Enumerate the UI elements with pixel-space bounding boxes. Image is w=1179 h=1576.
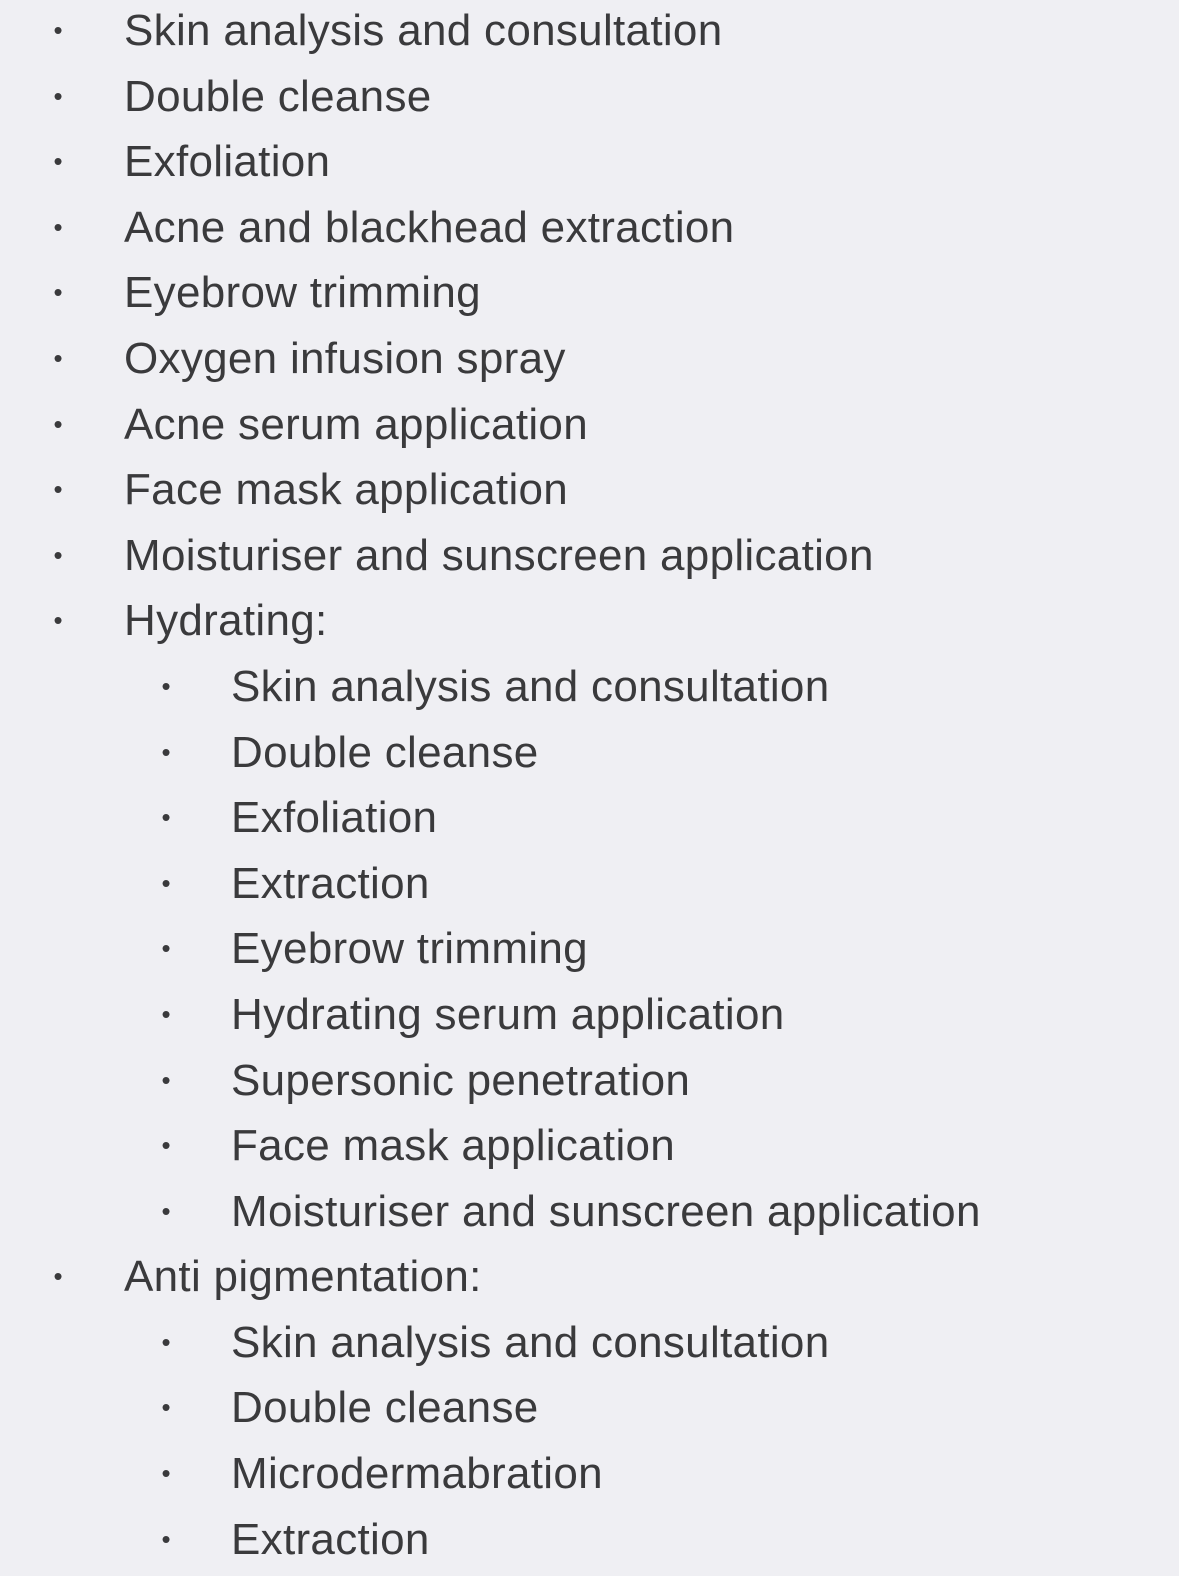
bullet-icon: • [161,736,171,767]
list-item-text: Exfoliation [124,137,331,187]
list-item [0,195,1179,261]
list-item [0,129,1179,195]
bullet-icon: • [161,1064,171,1095]
list-item-text: Extraction [231,858,430,908]
list-item-text: Exfoliation [231,793,438,843]
list-item-text: Face mask application [231,1121,676,1171]
bullet-icon: • [53,539,63,570]
bullet-icon: • [161,1458,171,1489]
bullet-icon: • [53,146,63,177]
list-item-text: Extraction [231,1514,430,1564]
list-item-text: Eyebrow trimming [231,924,588,974]
list-item-text: Double cleanse [231,727,539,777]
list-item-text: Eyebrow trimming [124,268,481,318]
list-item-text: Microdermabration [231,1449,603,1499]
list-item-text: Hydrating serum application [231,989,785,1039]
list-item-text: Skin analysis and consultation [231,1317,830,1367]
list-item [0,1244,1179,1310]
bullet-icon: • [53,277,63,308]
bullet-icon: • [161,867,171,898]
bullet-icon: • [53,474,63,505]
bullet-icon: • [161,802,171,833]
sub-list-item [0,1179,1179,1245]
list-item-text: Skin analysis and consultation [124,6,723,55]
list-item [0,392,1179,458]
sub-list-item [0,1507,1179,1573]
list-item [0,588,1179,654]
list-item [0,523,1179,589]
list-item [0,457,1179,523]
sub-list-item [0,1441,1179,1507]
bullet-icon: • [161,1130,171,1161]
list-item-text: Oxygen infusion spray [124,333,566,383]
sub-list-item [0,982,1179,1048]
bullet-icon: • [53,342,63,373]
list-item-text: Moisturiser and sunscreen application [124,530,874,580]
sub-list-item [0,785,1179,851]
list-item [0,260,1179,326]
bullet-icon: • [161,933,171,964]
bullet-icon: • [161,1326,171,1357]
bullet-icon: • [53,605,63,636]
sub-list-item [0,720,1179,786]
list-item-text: Moisturiser and sunscreen application [231,1186,981,1236]
list-item [0,0,1179,64]
sub-list-item [0,916,1179,982]
sub-list-item [0,851,1179,917]
list-item-text: Acne serum application [124,399,588,449]
list-item-text: Hydrating: [124,596,328,646]
bullet-icon: • [53,408,63,439]
list-item-text: Anti pigmentation: [124,1252,482,1302]
sub-list-item [0,1310,1179,1376]
list-item [0,64,1179,130]
bullet-icon: • [53,15,63,45]
bullet-icon: • [161,998,171,1029]
sub-list-item [0,1048,1179,1114]
bullet-icon: • [161,1523,171,1554]
sub-list-item [0,1113,1179,1179]
sub-list-item [0,654,1179,720]
sub-list-item [0,1375,1179,1441]
list-item [0,326,1179,392]
list-item-text: Double cleanse [124,71,432,121]
bullet-icon: • [161,1392,171,1423]
list-item-text: Acne and blackhead extraction [124,202,735,252]
bullet-icon: • [53,211,63,242]
bullet-icon: • [53,80,63,111]
bullet-icon: • [161,670,171,701]
list-item-text: Double cleanse [231,1383,539,1433]
list-item-text: Supersonic penetration [231,1055,691,1105]
list-item-text: Face mask application [124,465,569,515]
bullet-icon: • [161,1195,171,1226]
bullet-icon: • [53,1261,63,1292]
list-item-text: Skin analysis and consultation [231,661,830,711]
